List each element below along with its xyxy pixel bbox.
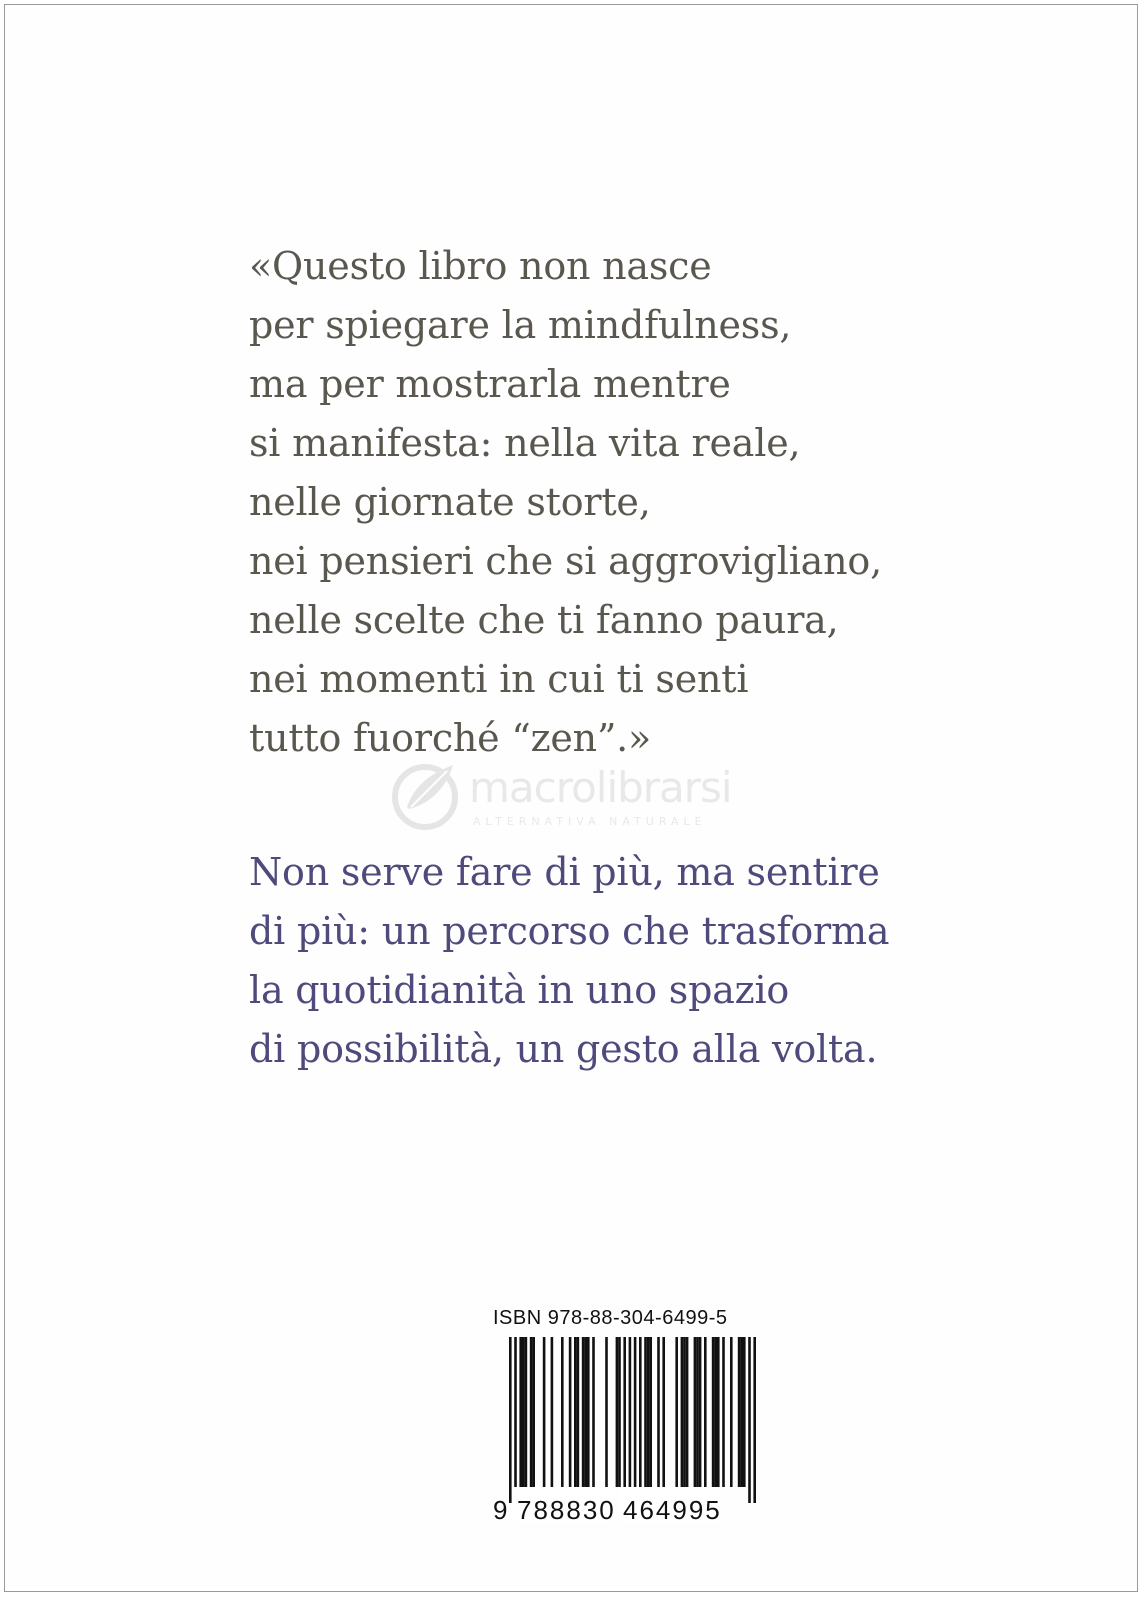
- barcode-bar: [647, 1337, 650, 1487]
- barcode-bar: [522, 1337, 525, 1487]
- barcode-bar: [532, 1337, 535, 1487]
- barcode-bar: [543, 1337, 546, 1487]
- blurb-line: di più: un percorso che trasforma: [249, 909, 890, 953]
- barcode-bar: [683, 1337, 686, 1487]
- barcode-bar: [644, 1337, 647, 1487]
- barcode-bar: [649, 1337, 652, 1487]
- barcode-bar: [584, 1337, 587, 1487]
- barcode-bar: [743, 1337, 746, 1487]
- barcode-bar: [740, 1337, 743, 1487]
- barcode-bar: [694, 1337, 697, 1487]
- isbn-label: ISBN 978-88-304-6499-5: [493, 1307, 728, 1329]
- barcode-left-group: 788830: [517, 1495, 616, 1525]
- barcode-bar: [634, 1337, 637, 1503]
- quote-line: nei momenti in cui ti senti: [249, 657, 749, 701]
- barcode-bar: [696, 1337, 699, 1487]
- barcode-bar: [514, 1337, 517, 1503]
- barcode-bar: [704, 1337, 707, 1487]
- quote-line: ma per mostrarla mentre: [249, 362, 731, 406]
- quote-line: nelle giornate storte,: [249, 480, 651, 524]
- barcode-bar: [551, 1337, 554, 1487]
- quote-line: nelle scelte che ti fanno paura,: [249, 598, 839, 642]
- barcode-bar: [717, 1337, 720, 1487]
- barcode-bar: [722, 1337, 725, 1487]
- blurb-block: [249, 843, 889, 1079]
- barcode-bar: [730, 1337, 733, 1487]
- barcode-bar: [530, 1337, 533, 1487]
- barcode-bar: [686, 1337, 689, 1487]
- barcode-bar: [561, 1337, 564, 1487]
- quote-line: per spiegare la mindfulness,: [249, 303, 792, 347]
- barcode-bar: [675, 1337, 678, 1487]
- quote-line: si manifesta: nella vita reale,: [249, 421, 801, 465]
- barcode-bar: [525, 1337, 528, 1487]
- barcode-bar: [699, 1337, 702, 1487]
- barcode-bar: [605, 1337, 608, 1487]
- barcode-bar: [592, 1337, 595, 1487]
- barcode-bar: [629, 1337, 632, 1503]
- barcode-bar: [681, 1337, 684, 1487]
- barcode-bar: [712, 1337, 715, 1487]
- barcode-bar: [748, 1337, 751, 1503]
- barcode-bar: [618, 1337, 621, 1487]
- quote-line: tutto fuorché “zen”.»: [249, 716, 652, 760]
- blurb-line: Non serve fare di più, ma sentire: [249, 850, 880, 894]
- barcode-bar: [569, 1337, 572, 1487]
- quote-block: [249, 237, 882, 768]
- barcode-bar: [587, 1337, 590, 1487]
- barcode-bars: [509, 1337, 756, 1503]
- barcode-bar: [753, 1337, 756, 1503]
- barcode-bar: [714, 1337, 717, 1487]
- barcode-bar: [662, 1337, 665, 1487]
- book-back-cover: [4, 4, 1138, 1592]
- barcode-bar: [639, 1337, 642, 1487]
- blurb-line: la quotidianità in uno spazio: [249, 968, 790, 1012]
- barcode-bar: [509, 1337, 512, 1503]
- blurb-line: di possibilità, un gesto alla volta.: [249, 1027, 878, 1071]
- barcode-right-group: 464995: [623, 1495, 722, 1525]
- barcode-bar: [574, 1337, 577, 1487]
- watermark: [387, 757, 777, 837]
- barcode-bar: [577, 1337, 580, 1487]
- barcode-first-digit: 9: [493, 1495, 508, 1525]
- barcode-bar: [582, 1337, 585, 1487]
- quote-line: «Questo libro non nasce: [249, 244, 712, 288]
- quote-line: nei pensieri che si aggrovigliano,: [249, 539, 882, 583]
- barcode-bar: [738, 1337, 741, 1487]
- barcode-bar: [519, 1337, 522, 1487]
- leaf-logo-icon: [387, 757, 463, 833]
- barcode-bar: [623, 1337, 626, 1487]
- watermark-tagline: ALTERNATIVA NATURALE: [473, 815, 707, 828]
- barcode-bar: [657, 1337, 660, 1487]
- watermark-brand: macrolibrarsi: [469, 763, 732, 812]
- barcode: [491, 1333, 757, 1533]
- barcode-bar: [616, 1337, 619, 1487]
